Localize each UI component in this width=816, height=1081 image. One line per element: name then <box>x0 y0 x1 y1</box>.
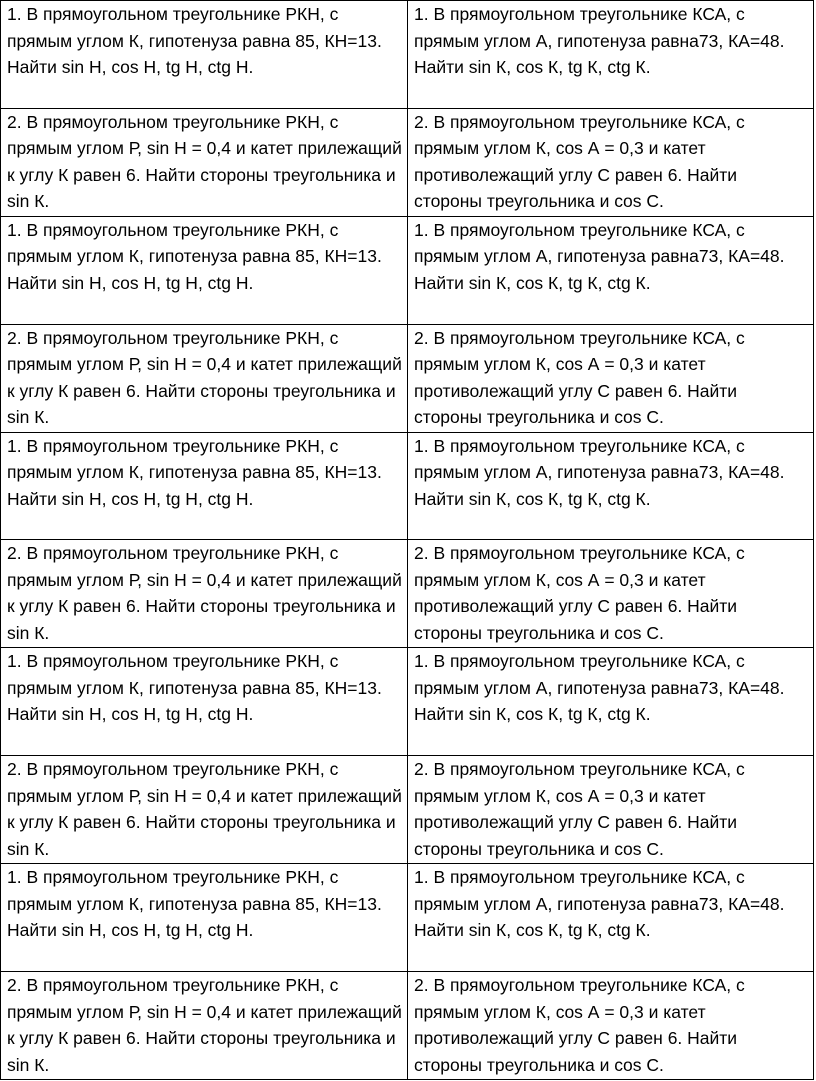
task-card-ksa-1: 1. В прямоугольном треугольнике КСА, с прямым углом А, гипотенуза равна73, КА=48. Найти sin К, cos К, tg К, ctg К. <box>408 432 814 540</box>
table-row <box>1 540 814 648</box>
task-card-rkh-1: 1. В прямоугольном треугольнике РКН, с прямым углом К, гипотенуза равна 85, КН=13. Найти sin H, cos H, tg H, ctg H. <box>1 864 408 972</box>
task-card-rkh-2: 2. В прямоугольном треугольнике РКН, с прямым углом Р, sin Н = 0,4 и катет прилежащий к углу К равен 6. Найти стороны треугольника и sin К. <box>1 756 408 864</box>
task-card-ksa-2: 2. В прямоугольном треугольнике КСА, с прямым углом К, cos А = 0,3 и катет противолежащий углу С равен 6. Найти стороны треугольника и cos С. <box>408 324 814 432</box>
table-row <box>1 432 814 540</box>
task-card-ksa-2: 2. В прямоугольном треугольнике КСА, с прямым углом К, cos А = 0,3 и катет противолежащий углу С равен 6. Найти стороны треугольника и cos С. <box>408 756 814 864</box>
task-card-ksa-2: 2. В прямоугольном треугольнике КСА, с прямым углом К, cos А = 0,3 и катет противолежащий углу С равен 6. Найти стороны треугольника и cos С. <box>408 540 814 648</box>
task-card-rkh-2: 2. В прямоугольном треугольнике РКН, с прямым углом Р, sin Н = 0,4 и катет прилежащий к углу К равен 6. Найти стороны треугольника и sin К. <box>1 324 408 432</box>
task-card-rkh-2: 2. В прямоугольном треугольнике РКН, с прямым углом Р, sin Н = 0,4 и катет прилежащий к углу К равен 6. Найти стороны треугольника и sin К. <box>1 972 408 1080</box>
task-card-ksa-1: 1. В прямоугольном треугольнике КСА, с прямым углом А, гипотенуза равна73, КА=48. Найти sin К, cos К, tg К, ctg К. <box>408 648 814 756</box>
task-card-ksa-1: 1. В прямоугольном треугольнике КСА, с прямым углом А, гипотенуза равна73, КА=48. Найти sin К, cos К, tg К, ctg К. <box>408 1 814 109</box>
table-row <box>1 756 814 864</box>
table-row <box>1 324 814 432</box>
table-row <box>1 1 814 109</box>
task-card-ksa-2: 2. В прямоугольном треугольнике КСА, с прямым углом К, cos А = 0,3 и катет противолежащий углу С равен 6. Найти стороны треугольника и cos С. <box>408 108 814 216</box>
table-row <box>1 972 814 1080</box>
task-card-ksa-1: 1. В прямоугольном треугольнике КСА, с прямым углом А, гипотенуза равна73, КА=48. Найти sin К, cos К, tg К, ctg К. <box>408 864 814 972</box>
task-card-rkh-1: 1. В прямоугольном треугольнике РКН, с прямым углом К, гипотенуза равна 85, КН=13. Найти sin H, cos H, tg H, ctg H. <box>1 432 408 540</box>
task-card-rkh-2: 2. В прямоугольном треугольнике РКН, с прямым углом Р, sin Н = 0,4 и катет прилежащий к углу К равен 6. Найти стороны треугольника и sin К. <box>1 540 408 648</box>
table-row <box>1 864 814 972</box>
task-card-rkh-2: 2. В прямоугольном треугольнике РКН, с прямым углом Р, sin Н = 0,4 и катет прилежащий к углу К равен 6. Найти стороны треугольника и sin К. <box>1 108 408 216</box>
task-card-ksa-2: 2. В прямоугольном треугольнике КСА, с прямым углом К, cos А = 0,3 и катет противолежащий углу С равен 6. Найти стороны треугольника и cos С. <box>408 972 814 1080</box>
task-card-rkh-1: 1. В прямоугольном треугольнике РКН, с прямым углом К, гипотенуза равна 85, КН=13. Найти sin H, cos H, tg H, ctg H. <box>1 1 408 109</box>
table-row <box>1 108 814 216</box>
table-row <box>1 216 814 324</box>
table-row <box>1 648 814 756</box>
task-card-rkh-1: 1. В прямоугольном треугольнике РКН, с прямым углом К, гипотенуза равна 85, КН=13. Найти sin H, cos H, tg H, ctg H. <box>1 216 408 324</box>
task-card-ksa-1: 1. В прямоугольном треугольнике КСА, с прямым углом А, гипотенуза равна73, КА=48. Найти sin К, cos К, tg К, ctg К. <box>408 216 814 324</box>
task-card-rkh-1: 1. В прямоугольном треугольнике РКН, с прямым углом К, гипотенуза равна 85, КН=13. Найти sin H, cos H, tg H, ctg H. <box>1 648 408 756</box>
